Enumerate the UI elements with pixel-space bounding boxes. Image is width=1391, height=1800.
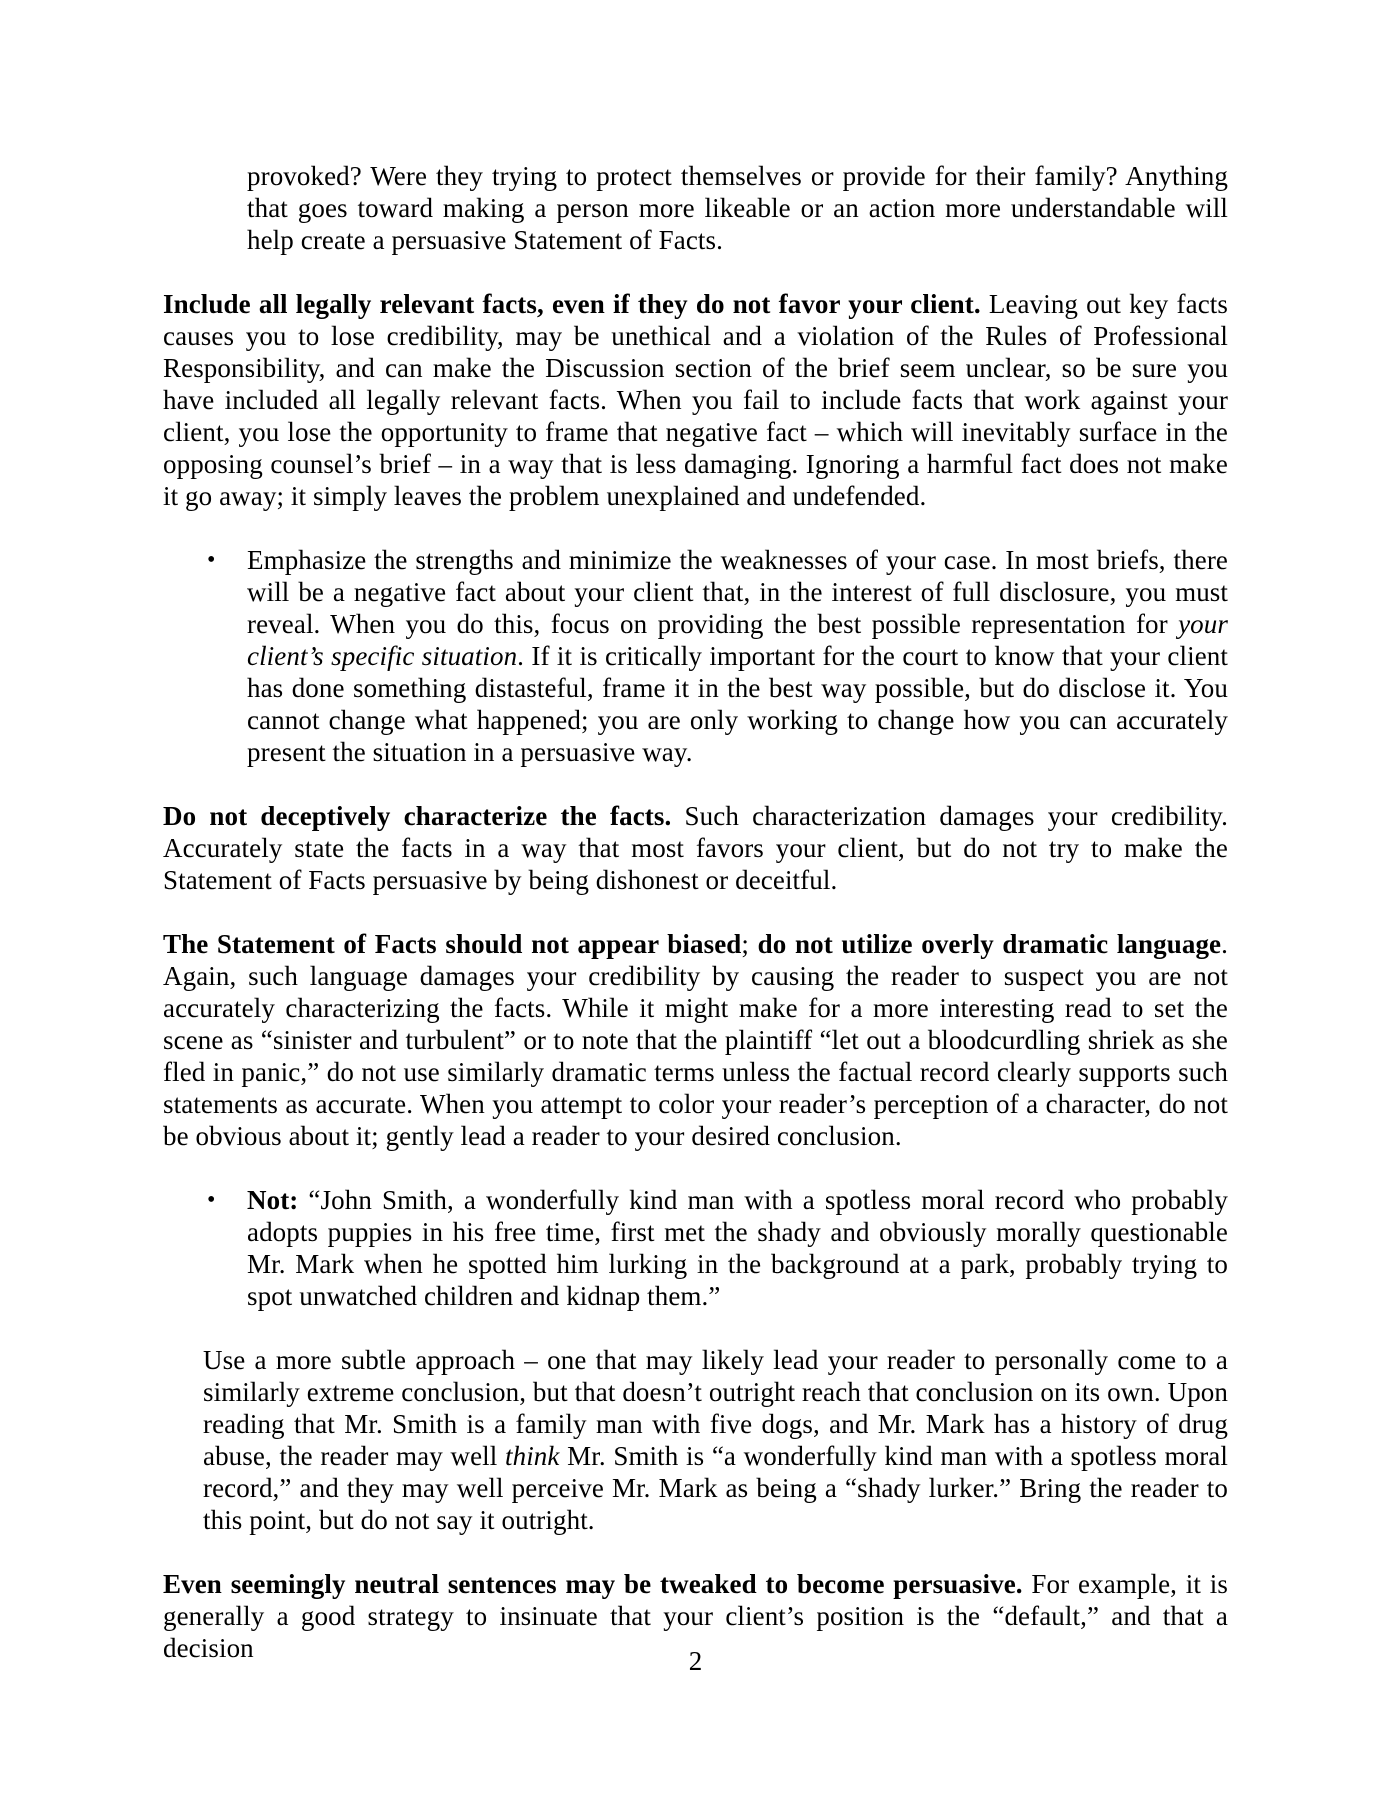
list-item [207, 1184, 1228, 1312]
text-segment: provoked? Were they trying to protect themselves or provide for their family? Anything that goes toward making a person more likeable or an action more understandable will help create a persuasive Statement of Facts. [247, 161, 1228, 255]
paragraph [163, 288, 1228, 512]
page-number: 2 [688, 1646, 703, 1676]
text-segment: think [505, 1441, 560, 1471]
paragraph [203, 1344, 1228, 1536]
text-segment: Emphasize the strengths and minimize the weaknesses of your case. In most briefs, there will be a negative fact about your client that, in the interest of full disclosure, you must reveal. When you do this, focus on providing the best possible representation for [247, 545, 1228, 639]
text-segment: The Statement of Facts should not appear biased [163, 929, 742, 959]
text-segment: Such characterization damages your credibility. Accurately state the facts in a way that most favors your client, but do not try to make the Statement of Facts persuasive by being dishonest or deceitful. [163, 801, 1228, 895]
bullet-icon: • [207, 1187, 216, 1213]
text-segment: do not utilize overly dramatic language [757, 929, 1222, 959]
text-segment: Mr. Smith is “a wonderfully kind man with a spotless moral record,” and they may well perceive Mr. Mark as being a “shady lurker.” Bring the reader to this point, but do not say it outright. [203, 1441, 1228, 1535]
text-segment: ; [741, 929, 758, 959]
paragraph [163, 928, 1228, 1152]
text-segment: Use a more subtle approach – one that may likely lead your reader to personally come to a similarly extreme conclusion, but that doesn’t outright reach that conclusion on its own. Upon reading that Mr. Smith is a family man with five dogs, and Mr. Mark has a history of drug abuse, the reader may well [203, 1345, 1228, 1471]
list-item [207, 544, 1228, 768]
text-segment: Leaving out key facts causes you to lose credibility, may be unethical and a violation of the Rules of Professional Responsibility, and can make the Discussion section of the brief seem unclear, so be sure you have included all legally relevant facts. When you fail to include facts that work against your client, you lose the opportunity to frame that negative fact – which will inevitably surface in the opposing counsel’s brief – in a way that is less damaging. Ignoring a harmful fact does not make it go away; it simply leaves the problem unexplained and undefended. [163, 289, 1228, 511]
text-segment: Include all legally relevant facts, even if they do not favor your client. [163, 289, 981, 319]
text-segment: Not: [247, 1185, 299, 1215]
text-segment: . Again, such language damages your credibility by causing the reader to suspect you are not accurately characterizing the facts. While it might make for a more interesting read to set the scene as “sinister and turbulent” or to note that the plaintiff “let out a bloodcurdling shriek as she fled in panic,” do not use similarly dramatic terms unless the factual record clearly supports such statements as accurate. When you attempt to color your reader’s perception of a character, do not be obvious about it; gently lead a reader to your desired conclusion. [163, 929, 1228, 1151]
text-segment: Do not deceptively characterize the facts. [163, 801, 672, 831]
paragraph [247, 160, 1228, 256]
text-segment: For example, it is generally a good strategy to insinuate that your client’s position is the “default,” and that a decision [163, 1569, 1228, 1663]
text-segment: your client’s specific situation [247, 609, 1228, 671]
bullet-icon: • [207, 547, 216, 573]
text-segment: “John Smith, a wonderfully kind man with a spotless moral record who probably adopts puppies in his free time, first met the shady and obviously morally questionable Mr. Mark when he spotted him lurking in the background at a park, probably trying to spot unwatched children and kidnap them.” [247, 1185, 1228, 1311]
text-segment: Even seemingly neutral sentences may be tweaked to become persuasive. [163, 1569, 1023, 1599]
text-segment: . If it is critically important for the court to know that your client has done something distasteful, frame it in the best way possible, but do disclose it. You cannot change what happened; you are only working to change how you can accurately present the situation in a persuasive way. [247, 641, 1228, 767]
document-body [163, 160, 1228, 1664]
paragraph [163, 800, 1228, 896]
